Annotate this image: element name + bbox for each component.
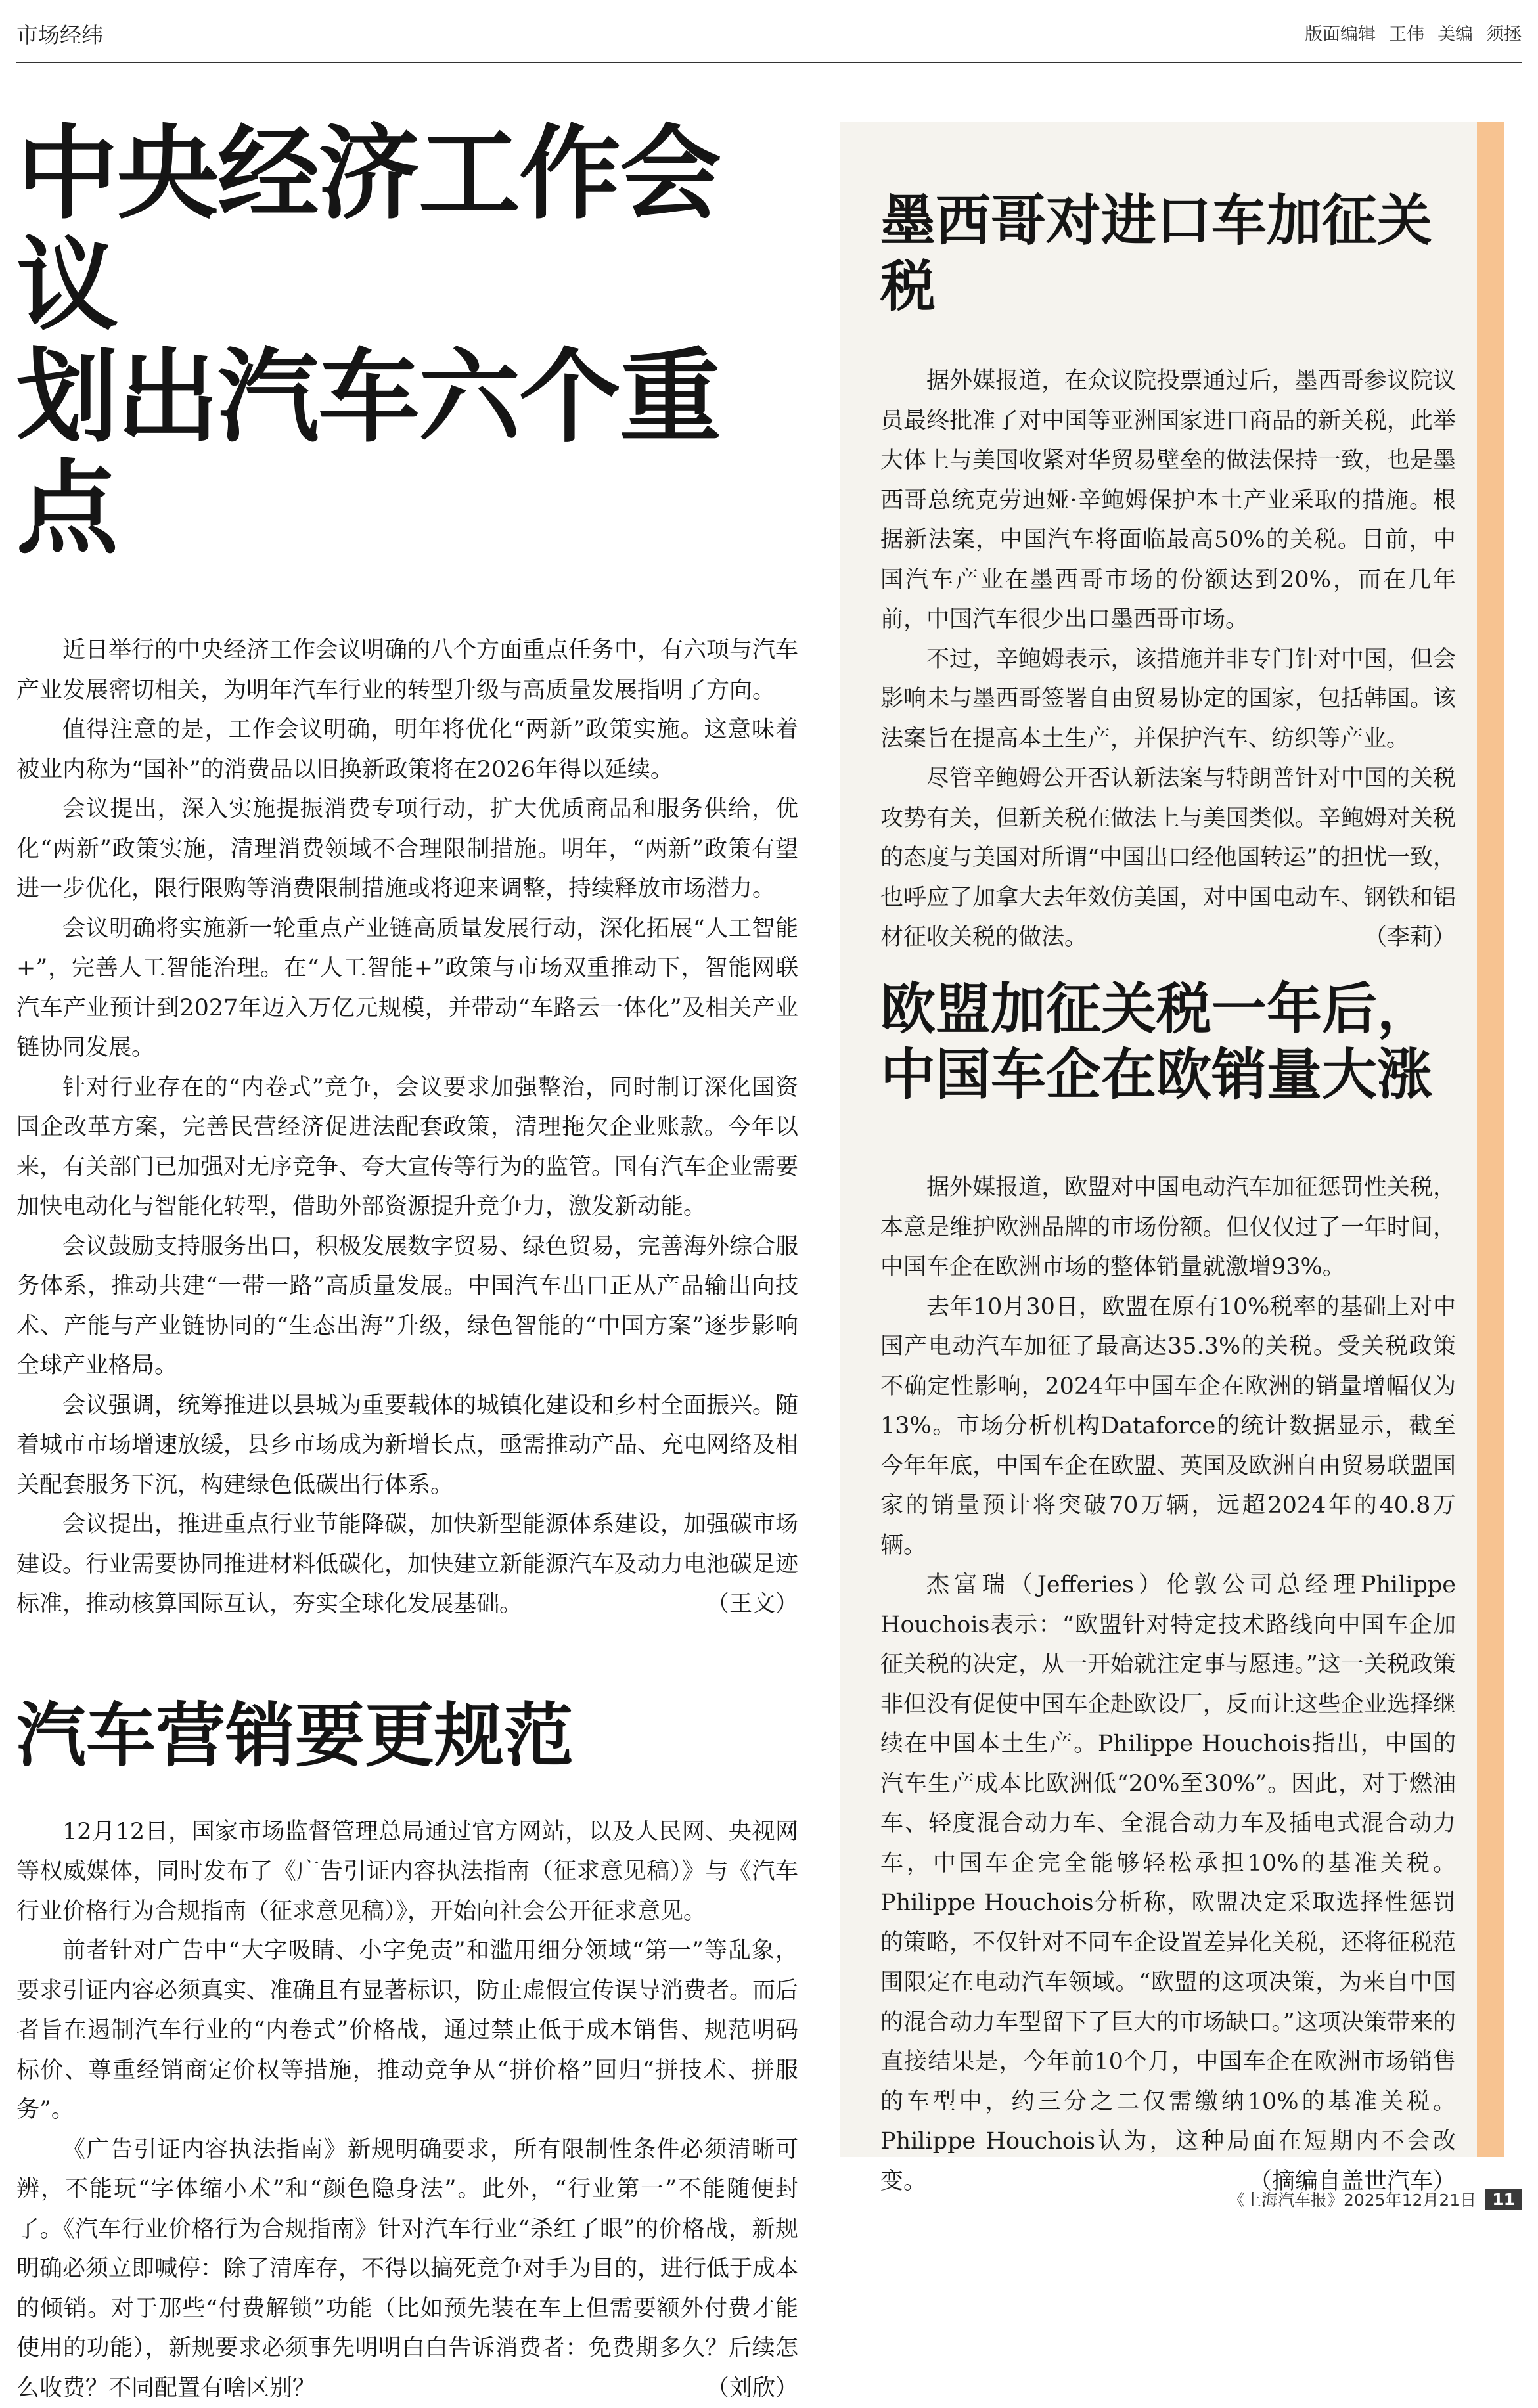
designer-label: 美编 [1437, 20, 1473, 45]
eu-paragraph: 据外媒报道，欧盟对中国电动汽车加征惩罚性关税，本意是维护欧洲品牌的市场份额。但仅仅过了一年时间，中国车企在欧洲市场的整体销量就激增93%。 [880, 1168, 1456, 1287]
main-paragraph: 针对行业存在的“内卷式”竞争，会议要求加强整治，同时制订深化国资国企改革方案，完善民营经济促进法配套政策，清理拖欠企业账款。今年以来，有关部门已加强对无序竞争、夸大宣传等行为的监管。国有汽车企业需要加快电动化与智能化转型，借助外部资源提升竞争力，激发新动能。 [16, 1068, 798, 1227]
main-paragraph-text: 会议提出，推进重点行业节能降碳，加快新型能源体系建设，加强碳市场建设。行业需要协同推进材料低碳化，加快建立新能源汽车及动力电池碳足迹标准，推动核算国际互认，夯实全球化发展基础。 [16, 1511, 798, 1617]
marketing-paragraph [16, 2130, 798, 2408]
sidebar-panel [840, 122, 1504, 2157]
main-article-body [16, 631, 798, 1624]
header-section-name: 市场经纬 [16, 18, 103, 49]
marketing-article [16, 1697, 798, 2408]
mexico-paragraph: 不过，辛鲍姆表示，该措施并非专门针对中国，但会影响未与墨西哥签署自由贸易协定的国家，包括韩国。该法案旨在提高本土生产，并保护汽车、纺织等产业。 [880, 640, 1456, 759]
main-paragraph: 会议强调，统筹推进以县城为重要载体的城镇化建设和乡村全面振兴。随着城市市场增速放缓，县乡市场成为新增长点，亟需推动产品、充电网络及相关配套服务下沉，构建绿色低碳出行体系。 [16, 1386, 798, 1505]
page-footer [1229, 2187, 1522, 2211]
page-number: 11 [1485, 2189, 1522, 2210]
marketing-article-body [16, 1812, 798, 2408]
eu-paragraph-text: 杰富瑞（Jefferies）伦敦公司总经理Philippe Houchois表示：“欧盟针对特定技术路线向中国车企加征关税的决定，从一开始就注定事与愿违。”这一关税政策非但没有促使中国车企赴欧设厂，反而让这些企业选择继续在中国本土生产。Philippe Houchois指出，中国的汽车生产成本比欧洲低“20%至30%”。因此，对于燃油车、轻度混合动力车、全混合动力车及插电式混合动力车，中国车企完全能够轻松承担10%的基准关税。Philippe Houchois分析称，欧盟决定采取选择性惩罚的策略，不仅针对不同车企设置差异化关税，还将征税范围限定在电动汽车领域。“欧盟的这项决策，为来自中国的混合动力车型留下了巨大的市场缺口。”这项决策带来的直接结果是，今年前10个月，中国车企在欧洲市场销售的车型中，约三分之二仅需缴纳10%的基准关税。Philippe Houchois认为，这种局面在短期内不会改变。 [880, 1572, 1456, 2195]
eu-article-body [880, 1168, 1456, 2201]
marketing-signature: （刘欣） [660, 2369, 798, 2408]
header-divider [16, 62, 1522, 63]
mexico-signature: （李莉） [1318, 918, 1456, 958]
main-paragraph: 近日举行的中央经济工作会议明确的八个方面重点任务中，有六项与汽车产业发展密切相关，为明年汽车行业的转型升级与高质量发展指明了方向。 [16, 631, 798, 710]
marketing-paragraph: 前者针对广告中“大字吸睛、小字免责”和滥用细分领域“第一”等乱象，要求引证内容必须真实、准确且有显著标识，防止虚假宣传误导消费者。而后者旨在遏制汽车行业的“内卷式”价格战，通过禁止低于成本销售、规范明码标价、尊重经销商定价权等措施，推动竞争从“拼价格”回归“拼技术、拼服务”。 [16, 1931, 798, 2130]
publication-date: 《上海汽车报》2025年12月21日 [1229, 2187, 1476, 2211]
main-paragraph: 会议提出，深入实施提振消费专项行动，扩大优质商品和服务供给，优化“两新”政策实施，清理消费领域不合理限制措施。明年，“两新”政策有望进一步优化，限行限购等消费限制措施或将迎来调整，持续释放市场潜力。 [16, 790, 798, 909]
main-signature: （王文） [660, 1584, 798, 1624]
mexico-paragraph: 据外媒报道，在众议院投票通过后，墨西哥参议院议员最终批准了对中国等亚洲国家进口商品的新关税，此举大体上与美国收紧对华贸易壁垒的做法保持一致，也是墨西哥总统克劳迪娅·辛鲍姆保护本土产业采取的措施。根据新法案，中国汽车将面临最高50%的关税。目前，中国汽车产业在墨西哥市场的份额达到20%，而在几年前，中国汽车很少出口墨西哥市场。 [880, 361, 1456, 640]
header-credits [1305, 20, 1522, 45]
eu-headline-line1: 欧盟加征关税一年后， [880, 976, 1456, 1042]
editor-label: 版面编辑 [1305, 20, 1376, 45]
main-article [16, 118, 798, 1624]
main-paragraph: 会议鼓励支持服务出口，积极发展数字贸易、绿色贸易，完善海外综合服务体系，推动共建“一带一路”高质量发展。中国汽车出口正从产品输出向技术、产能与产业链协同的“生态出海”升级，绿色智能的“中国方案”逐步影响全球产业格局。 [16, 1227, 798, 1386]
sidebar-accent-bar [1477, 122, 1504, 2157]
designer-name: 须拯 [1486, 20, 1522, 45]
eu-headline-line2: 中国车企在欧销量大涨 [880, 1042, 1456, 1107]
main-paragraph [16, 1505, 798, 1624]
marketing-headline: 汽车营销要更规范 [16, 1697, 798, 1775]
mexico-article [880, 188, 1456, 958]
mexico-paragraph-text: 尽管辛鲍姆公开否认新法案与特朗普针对中国的关税攻势有关，但新关税在做法上与美国类似。辛鲍姆对关税的态度与美国对所谓“中国出口经他国转运”的担忧一致，也呼应了加拿大去年效仿美国，对中国电动车、钢铁和铝材征收关税的做法。 [880, 765, 1456, 950]
main-paragraph: 值得注意的是，工作会议明确，明年将优化“两新”政策实施。这意味着被业内称为“国补”的消费品以旧换新政策将在2026年得以延续。 [16, 710, 798, 790]
main-headline-line2: 划出汽车六个重点 [16, 342, 798, 565]
main-headline-line1: 中央经济工作会议 [16, 118, 798, 342]
eu-paragraph: 去年10月30日，欧盟在原有10%税率的基础上对中国产电动汽车加征了最高达35.3%的关税。受关税政策不确定性影响，2024年中国车企在欧洲的销量增幅仅为13%。市场分析机构Dataforce的统计数据显示，截至今年年底，中国车企在欧盟、英国及欧洲自由贸易联盟国家的销量预计将突破70万辆，远超2024年的40.8万辆。 [880, 1287, 1456, 1566]
editor-name: 王伟 [1389, 20, 1424, 45]
eu-paragraph [880, 1565, 1456, 2201]
marketing-paragraph: 12月12日，国家市场监督管理总局通过官方网站，以及人民网、央视网等权威媒体，同时发布了《广告引证内容执法指南（征求意见稿）》与《汽车行业价格行为合规指南（征求意见稿）》，开始向社会公开征求意见。 [16, 1812, 798, 1932]
eu-article [880, 976, 1456, 2201]
mexico-article-body [880, 361, 1456, 958]
eu-headline [880, 976, 1456, 1107]
left-column [16, 118, 798, 2408]
marketing-paragraph-text: 《广告引证内容执法指南》新规明确要求，所有限制性条件必须清晰可辨，不能玩“字体缩小术”和“颜色隐身法”。此外，“行业第一”不能随便封了。《汽车行业价格行为合规指南》针对汽车行业“杀红了眼”的价格战，新规明确必须立即喊停：除了清库存，不得以搞死竞争对手为目的，进行低于成本的倾销。对于那些“付费解锁”功能（比如预先装在车上但需要额外付费才能使用的功能），新规要求必须事先明明白白告诉消费者：免费期多久？后续怎么收费？不同配置有啥区别？ [16, 2137, 798, 2401]
eu-signature: （摘编自盖世汽车） [1203, 2162, 1456, 2202]
main-headline [16, 118, 798, 565]
main-paragraph: 会议明确将实施新一轮重点产业链高质量发展行动，深化拓展“人工智能+”，完善人工智能治理。在“人工智能+”政策与市场双重推动下，智能网联汽车产业预计到2027年迈入万亿元规模，并带动“车路云一体化”及相关产业链协同发展。 [16, 909, 798, 1068]
mexico-headline: 墨西哥对进口车加征关税 [880, 188, 1456, 319]
mexico-paragraph [880, 759, 1456, 958]
